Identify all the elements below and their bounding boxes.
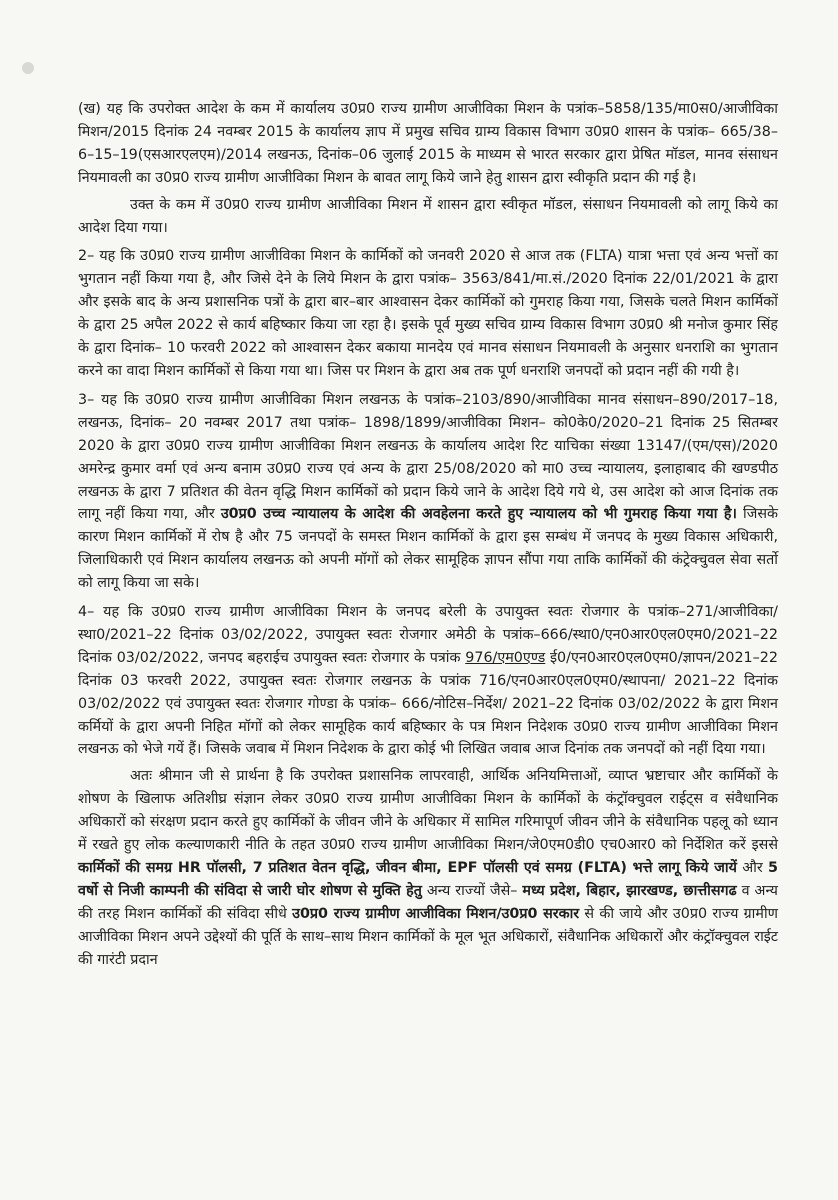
bold-text-segment: मध्य प्रदेश, बिहार, झारखण्ड, छात्तीसगढ	[522, 882, 737, 899]
text-segment: अतः श्रीमान जी से प्रार्थना है कि उपरोक्त प्रशासनिक लापरवाही, आर्थिक अनियमित्ताओं, व्याप्त भ्रष्टाचार और कार्मिकों के शोषण के खिलाफ अतिशीघ्र संज्ञान लेकर उ0प्र0 राज्य ग्रामीण आजीविका मिशन के कार्मिकों के कंट्रॉक्चुवल राईट्स व संवैधानिक अधिकारों को संरक्षण प्रदान करते हुए कार्मिकों के जीवन जीने के अधिकार में सामिल गरिमापूर्ण जीवन जीने के संवैधानिक पहलू को ध्यान में रखते हुए लोक कल्याणकारी नीति के तहत उ0प्र0 राज्य ग्रामीण आजीविका मिशन/जे0एम0डी0 एच0आर0 को निर्देशित करें इससे	[78, 768, 778, 854]
paragraph-p4	[78, 601, 778, 761]
text-segment: जिसके कारण मिशन कार्मिकों में रोष है और 75 जनपदों के समस्त मिशन कार्मिकों के द्वारा इस सम्बंध में जनपद के मुख्य विकास अधिकारी, जिलाधिकारी एवं मिशन कार्यालय लखनऊ को अपनी मॉगों को लेकर सामूहिक ज्ञापन सौंपा गया ताकि कार्मिकों की कंट्रेक्चुवल सेवा सर्तो को लागू किया जा सके।	[78, 506, 778, 592]
bold-text-segment: 5 वर्षो से निजी काम्पनी की संविदा से जारी घोर शोषण से मुक्ति हेतु	[78, 860, 778, 899]
text-segment: 4– यह कि उ0प्र0 राज्य ग्रामीण आजीविका मिशन के जनपद बरेली के उपायुक्त स्वतः रोजगार के पत्रांक–271/आजीविका/स्था0/2021–22 दिनांक 03/02/2022, उपायुक्त स्वतः रोजगार अमेठी के पत्रांक–666/स्था0/एन0आर0एल0एम0/2021–22 दिनांक 03/02/2022, जनपद बहराईच उपायुक्त स्वतः रोजगार के पत्रांक	[78, 604, 778, 666]
paragraph-kha	[78, 98, 778, 190]
punch-hole-mark	[22, 62, 34, 74]
text-segment: व अन्य की तरह मिशन कार्मिकों की संविदा सीधे	[78, 882, 778, 922]
text-segment: और	[736, 860, 769, 876]
paragraph-kha-cont	[78, 194, 778, 240]
text-segment: से की जाये और उ0प्र0 राज्य ग्रामीण आजीविका मिशन अपने उद्देश्यों की पूर्ति के साथ–साथ मिशन कार्मिकों के मूल भूत अधिकारों, संवैधानिक अधिकारों और कंट्रॉक्चुवल राईट की गारंटी प्रदान	[78, 905, 778, 968]
text-segment: अन्य राज्यों जैसे–	[421, 882, 523, 899]
letter-body	[78, 98, 778, 976]
bold-text-segment: उ0प्र0 उच्च न्यायालय के आदेश की अवहेलना करते हुए न्यायालय को भी गुमराह किया गया है।	[220, 506, 737, 523]
paragraph-p3	[78, 389, 778, 595]
text-segment: 2– यह कि उ0प्र0 राज्य ग्रामीण आजीविका मिशन के कार्मिकों को जनवरी 2020 से आज तक (FLTA) यात्रा भत्ता एवं अन्य भत्तों का भुगतान नहीं किया गया है, और जिसे देने के लिये मिशन के द्वारा पत्रांक– 3563/841/मा.सं./2020 दिनांक 22/01/2021 के द्वारा और इसके बाद के अन्य प्रशासनिक पत्रों के द्वारा बार–बार आश्वासन देकर कार्मिकों को गुमराह किया गया, जिसके चलते मिशन कार्मिकों के द्वारा 25 अपैल 2022 से कार्य बहिष्कार किया जा रहा है। इसके पूर्व मुख्य सचिव ग्राम्य विकास विभाग उ0प्र0 श्री मनोज कुमार सिंह के द्वारा दिनांक– 10 फरवरी 2022 को आश्वासन देकर बकाया मानदेय एवं मानव संसाधन नियमावली के अनुसार धनराशि का भुगतान करने का वादा मिशन कार्मिकों से किया गया था। जिस पर मिशन के द्वारा अब तक पूर्ण धनराशि जनपदों को प्रदान नहीं की गयी है।	[78, 248, 778, 379]
paragraph-prayer	[78, 765, 778, 971]
text-segment: 976/एम0एण्ड	[465, 649, 546, 666]
text-segment: 3– यह कि उ0प्र0 राज्य ग्रामीण आजीविका मिशन लखनऊ के पत्रांक–2103/890/आजीविका मानव संसाधन–890/2017–18, लखनऊ, दिनांक– 20 नवम्बर 2017 तथा पत्रांक– 1898/1899/आजीविका मिशन– को0के0/2020–21 दिनांक 25 सितम्बर 2020 के द्वारा उ0प्र0 राज्य ग्रामीण आजीविका मिशन लखनऊ के कार्यालय आदेश रिट याचिका संख्या 13147/(एम/एस)/2020 अमरेन्द्र कुमार वर्मा एवं अन्य बनाम उ0प्र0 राज्य एवं अन्य के द्वारा 25/08/2020 को मा0 उच्च न्यायालय, इलाहाबाद की खण्डपीठ लखनऊ के द्वारा 7 प्रतिशत की वेतन वृद्धि मिशन कार्मिकों को प्रदान किये जाने के आदेश दिये गये थे, उस आदेश को आज दिनांक तक लागू नहीं किया गया, और	[78, 391, 778, 523]
text-segment: उक्त के कम में उ0प्र0 राज्य ग्रामीण आजीविका मिशन में शासन द्वारा स्वीकृत मॉडल, संसाधन नियमावली को लागू किये का आदेश दिया गया।	[78, 196, 778, 236]
bold-text-segment: कार्मिकों की समग्र HR पॉलसी, 7 प्रतिशत वेतन वृद्धि, जीवन बीमा, EPF पॉलसी एवं समग्र (FLTA) भत्ते लागू किये जायें	[78, 860, 737, 876]
bold-text-segment: उ0प्र0 राज्य ग्रामीण आजीविका मिशन/उ0प्र0 सरकार	[292, 905, 580, 922]
paragraph-p2	[78, 245, 778, 382]
text-segment: (ख) यह कि उपरोक्त आदेश के कम में कार्यालय उ0प्र0 राज्य ग्रामीण आजीविका मिशन के पत्रांक–5858/135/मा0स0/आजीविका मिशन/2015 दिनांक 24 नवम्बर 2015 के कार्यालय ज्ञाप में प्रमुख सचिव ग्राम्य विकास विभाग उ0प्र0 शासन के पत्रांक– 665/38–6–15–19(एसआरएलएम)/2014 लखनऊ, दिनांक–06 जुलाई 2015 के माध्यम से भारत सरकार द्वारा प्रेषित मॉडल, मानव संसाधन नियमावली का उ0प्र0 राज्य ग्रामीण आजीविका मिशन के बावत लागू किये जाने हेतु शासन द्वारा स्वीकृति प्रदान की गई है।	[78, 101, 778, 186]
text-segment: ई0/एन0आर0एल0एम0/ज्ञापन/2021–22 दिनांक 03 फरवरी 2022, उपायुक्त स्वतः रोजगार लखनऊ के पत्रांक 716/एन0आर0एल0एम0/स्थापना/ 2021–22 दिनांक 03/02/2022 एवं उपायुक्त स्वतः रोजगार गोण्डा के पत्रांक– 666/नोटिस–निर्देश/ 2021–22 दिनांक 03/02/2022 के द्वारा मिशन कर्मियों के द्वारा अपनी निहित मॉगों को लेकर सामूहिक कार्य बहिष्कार के पत्र मिशन निदेशक उ0प्र0 राज्य ग्रामीण आजीविका मिशन लखनऊ को भेजे गयें हैं। जिसके जवाब में मिशन निदेशक के द्वारा कोई भी लिखित जवाब आज दिनांक तक जनपदों को नहीं दिया गया।	[78, 649, 778, 758]
